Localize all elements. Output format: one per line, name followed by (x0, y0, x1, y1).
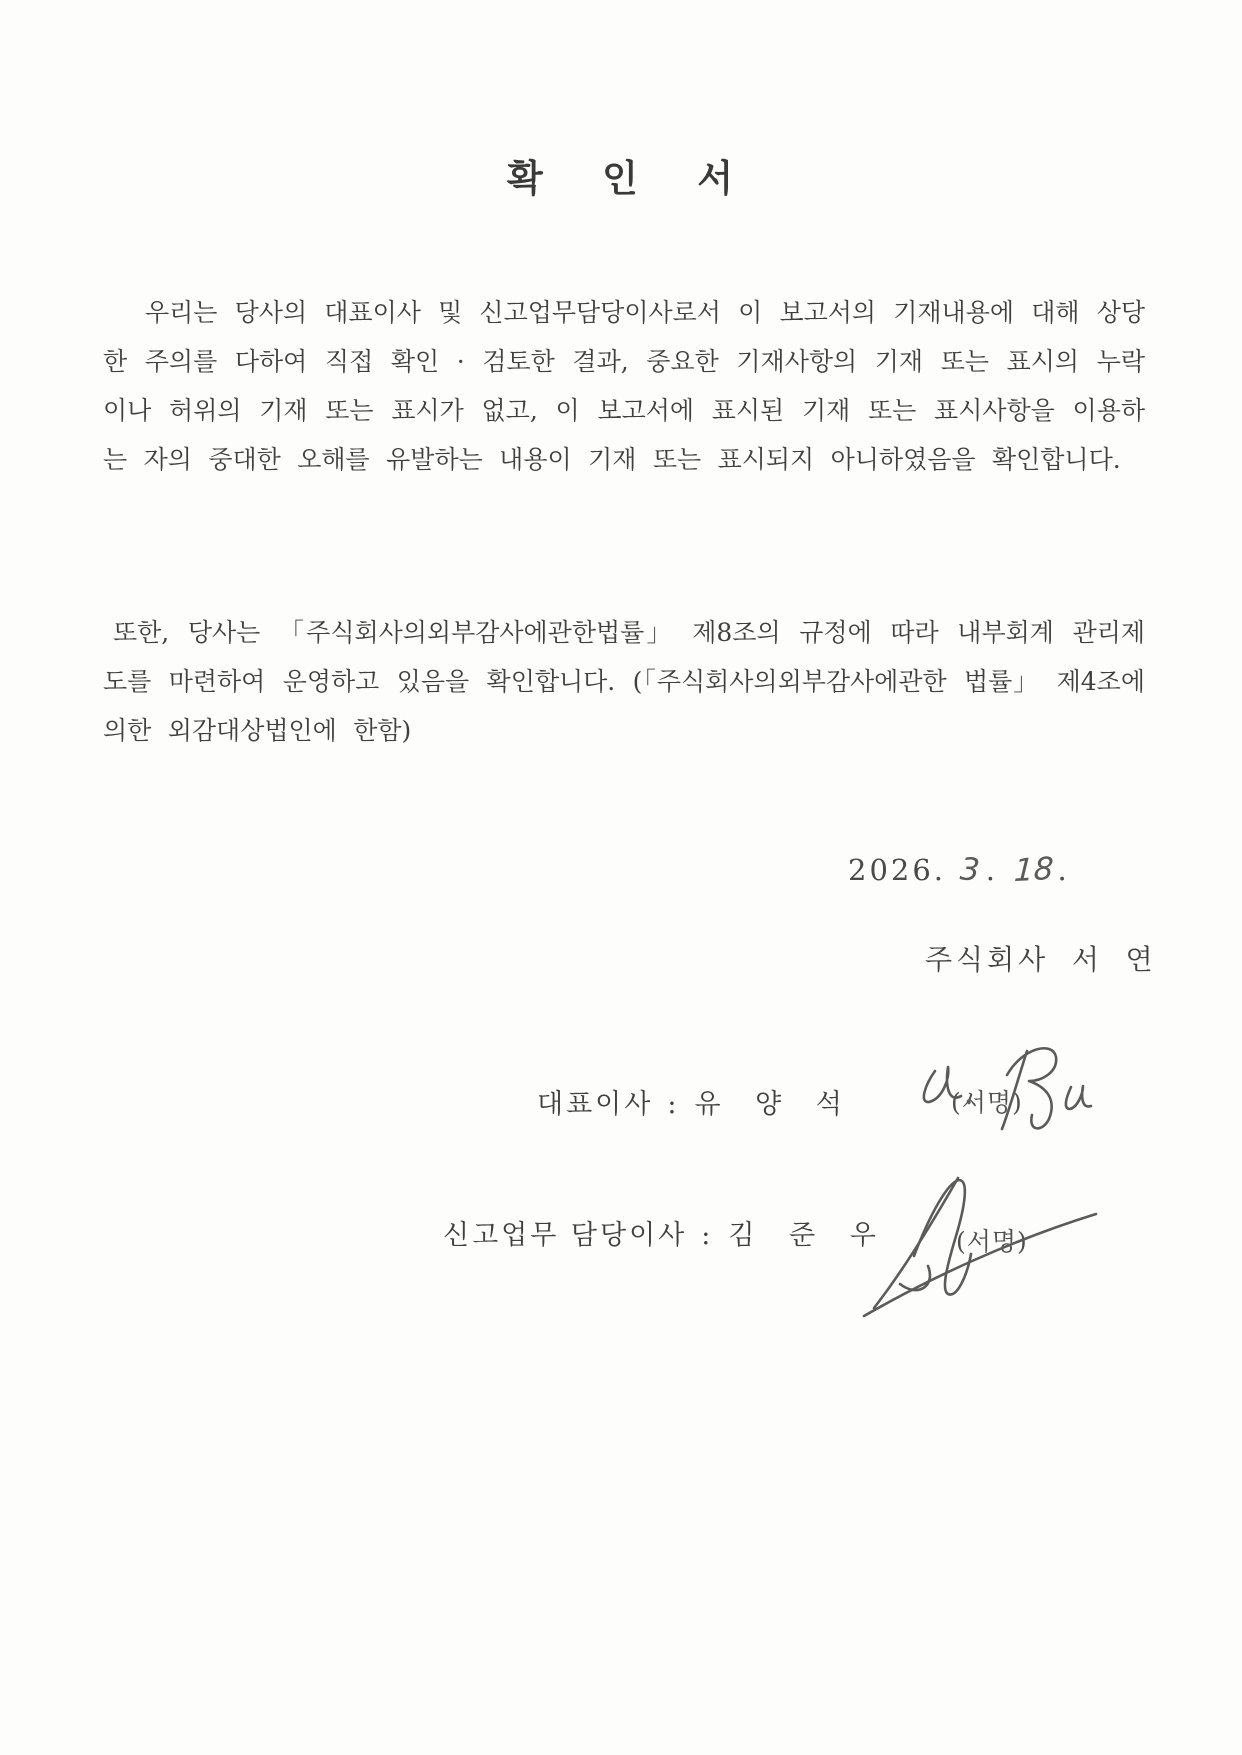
ceo-role-label: 대표이사 (537, 1089, 654, 1120)
ceo-sign-here-label: (서명) (951, 1088, 1023, 1117)
ceo-signer-row (537, 1082, 852, 1121)
paragraph-internal-control: 또한, 당사는 「주식회사의외부감사에관한법률」 제8조의 규정에 따라 내부회계 관리제도를 마련하여 운영하고 있음을 확인합니다. (「주식회사의외부감사에관한 법률」 제4조에 의한 외감대상법인에 한함) (103, 618, 1145, 745)
officer-colon: : (701, 1220, 711, 1251)
ceo-signature-icon (895, 1035, 1105, 1155)
date-dot-2: . (1057, 853, 1070, 887)
date-dot-1: . (985, 853, 998, 887)
ceo-name: 유 양 석 (694, 1089, 852, 1120)
officer-role-label: 신고업무 담당이사 (443, 1220, 688, 1251)
company-name: 주식회사 서 연 (925, 943, 1157, 976)
page-title: 확 인 서 (506, 156, 736, 200)
ceo-colon: : (667, 1089, 677, 1120)
paragraph-declaration: 우리는 당사의 대표이사 및 신고업무담당이사로서 이 보고서의 기재내용에 대해 상당한 주의를 다하여 직접 확인 · 검토한 결과, 중요한 기재사항의 기재 또는 표시의 누락이나 허위의 기재 또는 표시가 없고, 이 보고서에 표시된 기재 또는 표시사항을 이용하는 자의 중대한 오해를 유발하는 내용이 기재 또는 표시되지 아니하였음을 확인합니다. (103, 298, 1145, 474)
officer-signature-area (858, 1160, 1103, 1325)
date-line (848, 852, 1098, 888)
officer-name: 김 준 우 (728, 1220, 886, 1251)
officer-sign-here-label: (서명) (956, 1227, 1028, 1256)
date-day-handwritten: 18 (1013, 850, 1055, 890)
officer-signer-row (443, 1213, 886, 1252)
date-year: 2026. (848, 853, 947, 887)
ceo-signature-area (895, 1035, 1105, 1155)
date-month-handwritten: 3 (958, 851, 981, 889)
officer-signature-icon (858, 1160, 1103, 1325)
